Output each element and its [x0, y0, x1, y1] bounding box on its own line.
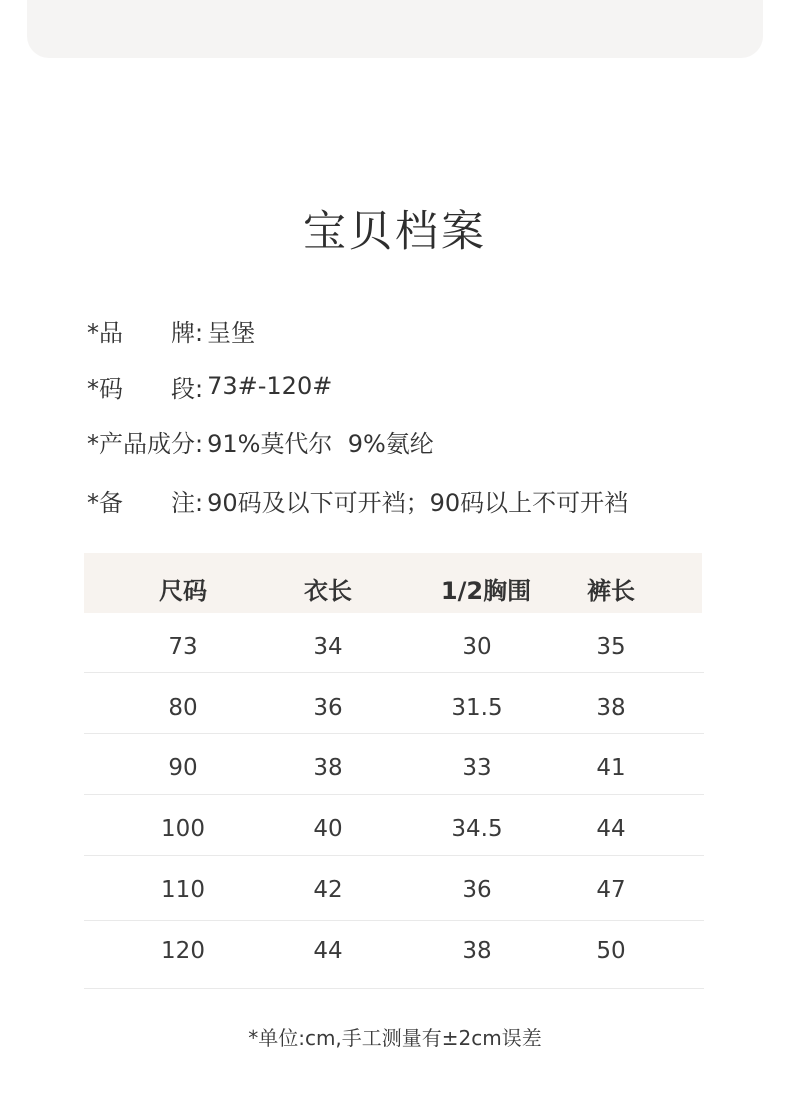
header-size: 尺码	[159, 577, 207, 605]
header-pants-length: 裤长	[587, 577, 635, 605]
info-composition	[87, 421, 434, 461]
info-brand-label: *品 牌:	[87, 318, 204, 347]
row-divider	[84, 672, 704, 673]
measurement-note: *单位:cm,手工测量有±2cm误差	[248, 1026, 542, 1050]
info-size-range-value: 73#-120#	[207, 372, 333, 400]
table-cell: 110	[161, 877, 205, 903]
row-divider	[84, 733, 704, 734]
table-cell: 30	[462, 634, 492, 660]
table-cell: 38	[596, 695, 626, 721]
table-cell: 41	[596, 755, 626, 781]
header-half-chest: 1/2胸围	[440, 577, 532, 605]
table-cell: 36	[462, 877, 492, 903]
table-cell: 33	[462, 755, 492, 781]
table-cell: 38	[313, 755, 343, 781]
header-length: 衣长	[304, 577, 352, 605]
page-title: 宝贝档案	[303, 207, 487, 257]
table-cell: 44	[596, 816, 626, 842]
table-cell: 34	[313, 634, 343, 660]
table-cell: 31.5	[451, 695, 503, 721]
table-cell: 100	[161, 816, 205, 842]
table-cell: 38	[462, 938, 492, 964]
table-cell: 47	[596, 877, 626, 903]
info-remark	[87, 480, 628, 520]
table-cell: 42	[313, 877, 343, 903]
table-cell: 44	[313, 938, 343, 964]
info-size-range	[87, 366, 332, 406]
table-cell: 35	[596, 634, 626, 660]
table-cell: 36	[313, 695, 343, 721]
row-divider	[84, 855, 704, 856]
info-size-range-label: *码 段:	[87, 374, 204, 403]
top-card	[27, 0, 763, 58]
table-cell: 120	[161, 938, 205, 964]
table-cell: 90	[168, 755, 198, 781]
info-composition-label: *产品成分:	[87, 429, 204, 458]
table-cell: 80	[168, 695, 198, 721]
info-remark-value: 90码及以下可开裆；90码以上不可开裆	[207, 488, 629, 517]
table-cell: 34.5	[451, 816, 503, 842]
info-brand-value: 呈堡	[207, 318, 256, 347]
table-cell: 50	[596, 938, 626, 964]
table-cell: 40	[313, 816, 343, 842]
info-composition-value: 91%莫代尔 9%氨纶	[207, 429, 434, 458]
row-divider	[84, 794, 704, 795]
row-divider	[84, 988, 704, 989]
table-cell: 73	[168, 634, 198, 660]
row-divider	[84, 920, 704, 921]
info-brand	[87, 310, 255, 350]
info-remark-label: *备 注:	[87, 488, 204, 517]
